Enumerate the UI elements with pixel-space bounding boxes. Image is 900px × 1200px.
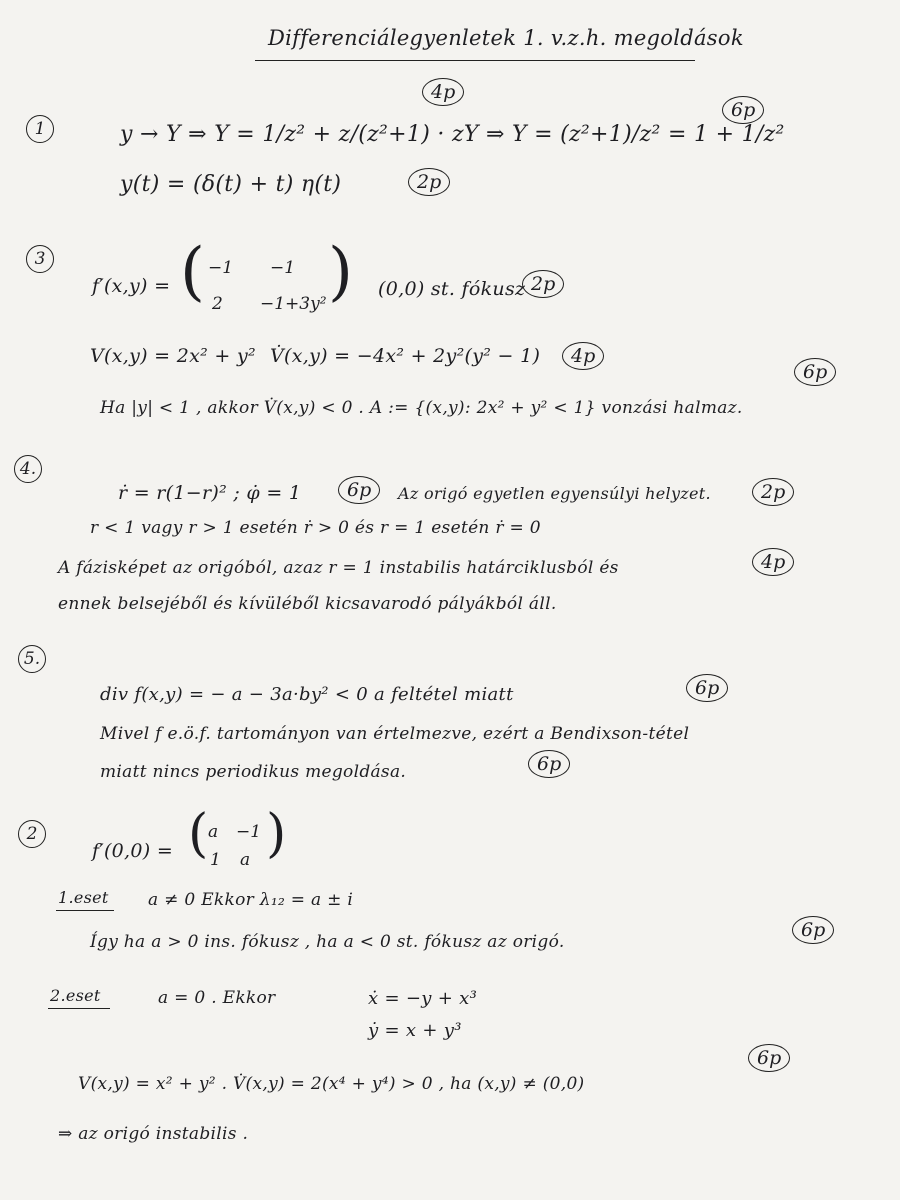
s4-line1-points: 6p	[338, 476, 380, 504]
s3-jacobian-matrix	[180, 235, 353, 330]
s4-line2: r < 1 vagy r > 1 esetén ṙ > 0 és r = 1 esetén ṙ = 0	[90, 518, 541, 538]
s2-case2-underline	[48, 1008, 110, 1009]
s2-jac-c: 1	[210, 850, 221, 870]
s3-line3: Ha |y| < 1 , akkor V̇(x,y) < 0 . A := {(x,y): 2x² + y² < 1} vonzási halmaz.	[100, 398, 743, 418]
s3-jac-c: 2	[212, 294, 223, 314]
s2-jac-a: a	[208, 822, 219, 842]
s1-number: 1	[26, 115, 54, 143]
s4-line1: ṙ = r(1−r)² ; φ̇ = 1	[118, 482, 302, 504]
s4-line1b: Az origó egyetlen egyensúlyi helyzet.	[398, 484, 711, 503]
s2-conclusion: ⇒ az origó instabilis .	[58, 1124, 249, 1144]
s3-jac-note: (0,0) st. fókusz	[378, 278, 526, 300]
s1-line1: y → Y ⇒ Y = 1/z² + z/(z²+1) · zY ⇒ Y = (z²+1)/z² = 1 + 1/z²	[120, 122, 785, 147]
s2-paren-right: )	[266, 804, 287, 864]
s3-jac-d: −1+3y²	[260, 294, 327, 314]
s2-jac-label: f′(0,0) =	[92, 840, 174, 862]
page-title: Differenciálegyenletek 1. v.z.h. megoldások	[268, 26, 744, 50]
s2-case1-text: a ≠ 0 Ekkor λ₁₂ = a ± i	[148, 890, 354, 910]
s3-paren-right: )	[328, 235, 353, 309]
s3-lyap-v: V(x,y) = 2x² + y²	[90, 345, 256, 367]
s5-line3: miatt nincs periodikus megoldása.	[100, 762, 407, 782]
s1-top-points: 4p	[422, 78, 464, 106]
s2-lyap: V(x,y) = x² + y² . V̇(x,y) = 2(x⁴ + y⁴) > 0 , ha (x,y) ≠ (0,0)	[78, 1074, 585, 1094]
s3-jac-points: 2p	[522, 270, 564, 298]
s3-number: 3	[26, 245, 54, 273]
s5-line1-points: 6p	[686, 674, 728, 702]
s3-jac-b: −1	[270, 258, 296, 278]
s2-paren-left: (	[188, 804, 209, 864]
s2-case2-eq1: ẋ = −y + x³	[368, 988, 478, 1009]
s1-line1-points: 6p	[722, 96, 764, 124]
s5-line2: Mivel f e.ö.f. tartományon van értelmezve, ezért a Bendixson-tétel	[100, 724, 690, 744]
s2-jacobian-matrix	[188, 804, 288, 888]
s5-line3-points: 6p	[528, 750, 570, 778]
s3-side-points: 6p	[794, 358, 836, 386]
s3-jac-a: −1	[208, 258, 234, 278]
s3-lyap-points: 4p	[562, 342, 604, 370]
s2-case1-line2: Így ha a > 0 ins. fókusz , ha a < 0 st. fókusz az origó.	[90, 932, 565, 952]
s2-jac-d: a	[240, 850, 251, 870]
s1-line2: y(t) = (δ(t) + t) η(t)	[120, 172, 342, 197]
title-underline	[255, 60, 695, 61]
s2-case2-eq2: ẏ = x + y³	[368, 1020, 462, 1041]
s2-case1-label: 1.eset	[58, 888, 109, 907]
s3-lyap-vdot: V̇(x,y) = −4x² + 2y²(y² − 1)	[270, 345, 541, 367]
s4-line4: ennek belsejéből és kívüléből kicsavarodó pályákból áll.	[58, 594, 557, 614]
s4-line1b-points: 2p	[752, 478, 794, 506]
s4-number: 4.	[14, 455, 42, 483]
s5-line1: div f(x,y) = − a − 3a·by² < 0 a feltétel miatt	[100, 684, 514, 705]
s2-case1-points: 6p	[792, 916, 834, 944]
s4-line3-points: 4p	[752, 548, 794, 576]
s2-case2-label: 2.eset	[50, 986, 101, 1005]
s3-jac-label: f′(x,y) =	[92, 275, 171, 297]
s2-case2-points: 6p	[748, 1044, 790, 1072]
s5-number: 5.	[18, 645, 46, 673]
s2-jac-b: −1	[236, 822, 262, 842]
s2-case1-underline	[56, 910, 114, 911]
s1-line2-points: 2p	[408, 168, 450, 196]
s3-paren-left: (	[180, 235, 205, 309]
s2-case2-text: a = 0 . Ekkor	[158, 988, 276, 1008]
s2-number: 2	[18, 820, 46, 848]
s4-line3: A fázisképet az origóból, azaz r = 1 instabilis határciklusból és	[58, 558, 619, 578]
